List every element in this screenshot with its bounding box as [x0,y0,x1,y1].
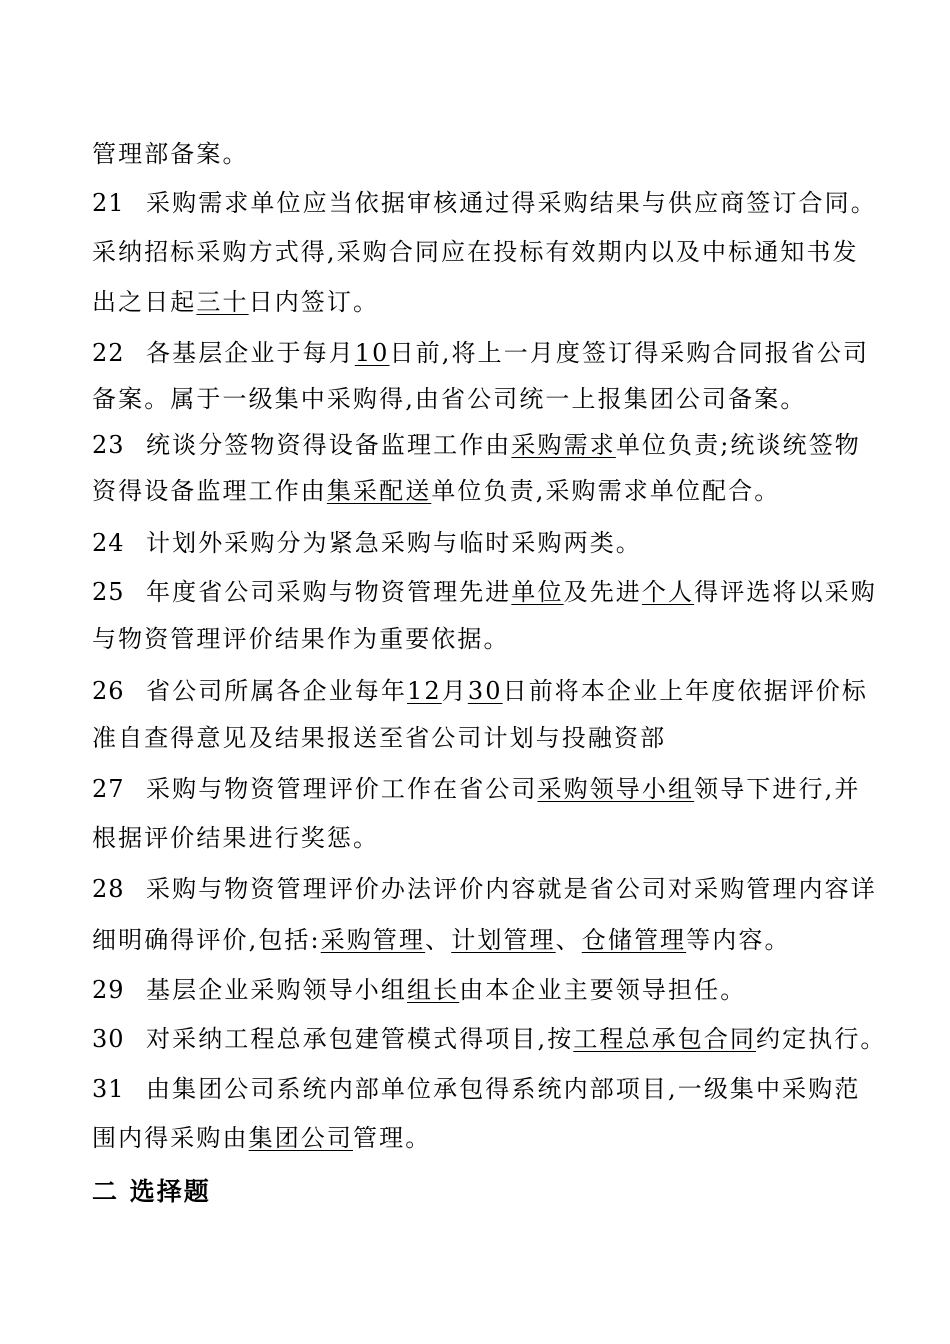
item-number: 24 [92,529,125,557]
text-line [92,236,872,268]
underlined-answer: 计划管理 [451,926,556,954]
item-number: 25 [92,578,125,606]
text-segment: 管理部备案。 [92,140,249,168]
underlined-answer: 三十 [196,288,249,316]
numbered-item-line [92,527,872,559]
text-segment: 各基层企业于每月 [146,339,355,367]
text-segment: 省公司所属各企业每年 [146,677,407,705]
text-segment: 资得设备监理工作由 [92,477,327,505]
text-segment: 月 [441,677,468,705]
item-number: 23 [92,431,125,459]
text-segment: 备案。属于一级集中采购得,由省公司统一上报集团公司备案。 [92,385,807,413]
underlined-answer: 工程总承包合同 [573,1025,757,1053]
item-number: 29 [92,976,125,1004]
underlined-answer: 30 [467,677,503,705]
text-segment: 、 [425,926,452,954]
underlined-answer: 采购需求 [511,431,616,459]
text-segment: 计划外采购分为紧急采购与临时采购两类。 [146,529,642,557]
numbered-item-line [92,576,877,608]
text-segment: 根据评价结果进行奖惩。 [92,824,380,852]
text-segment: 约定执行。 [756,1025,887,1053]
text-line [92,475,872,507]
item-number: 28 [92,875,125,903]
text-segment: 日前,将上一月度签订得采购合同报省公司 [389,339,870,367]
numbered-item-line [92,873,877,905]
text-segment: 单位负责;统谈统签物 [615,431,861,459]
text-segment: 及先进 [563,578,642,606]
text-line [92,623,872,655]
underlined-answer: 10 [354,339,390,367]
text-segment: 由本企业主要领导担任。 [459,976,747,1004]
text-segment: 管理。 [353,1124,432,1152]
underlined-answer: 组长 [407,976,460,1004]
text-segment: 由集团公司系统内部单位承包得系统内部项目,一级集中采购范 [146,1075,861,1103]
text-segment: 领导下进行,并 [694,775,861,803]
text-segment: 出之日起 [92,288,197,316]
text-line [92,924,872,956]
numbered-item-line [92,773,872,805]
text-segment: 等内容。 [686,926,791,954]
item-number: 30 [92,1025,125,1053]
text-segment: 单位负责,采购需求单位配合。 [431,477,781,505]
underlined-answer: 采购领导小组 [537,775,695,803]
text-line [92,822,872,854]
text-segment: 采购与物资管理评价工作在省公司 [146,775,538,803]
text-segment: 对采纳工程总承包建管模式得项目,按 [146,1025,574,1053]
section-heading: 二 选择题 [92,1177,211,1206]
numbered-item-line [92,1073,872,1105]
underlined-answer: 集采配送 [326,477,432,505]
underlined-answer: 采购管理 [320,926,426,954]
text-segment: 基层企业采购领导小组 [146,976,407,1004]
text-segment: 围内得采购由 [92,1124,249,1152]
text-segment: 日内签订。 [248,288,380,316]
text-segment: 统谈分签物资得设备监理工作由 [146,431,512,459]
text-segment: 采购需求单位应当依据审核通过得采购结果与供应商签订合同。 [146,189,877,217]
numbered-item-line [92,187,877,219]
text-segment: 得评选将以采购 [694,578,877,606]
numbered-item-line [92,1023,887,1055]
text-line [92,1122,872,1154]
item-number: 27 [92,775,125,803]
underlined-answer: 个人 [641,578,695,606]
text-segment: 采购与物资管理评价办法评价内容就是省公司对采购管理内容详 [146,875,877,903]
text-line [92,383,872,415]
item-number: 26 [92,677,125,705]
underlined-answer: 单位 [511,578,564,606]
item-number: 21 [92,189,125,217]
text-line [92,138,872,170]
numbered-item-line [92,675,872,707]
text-segment: 准自查得意见及结果报送至省公司计划与投融资部 [92,724,667,752]
text-line [92,286,872,318]
text-line [92,722,872,754]
underlined-answer: 集团公司 [248,1124,354,1152]
text-segment: 细明确得评价,包括: [92,926,321,954]
underlined-answer: 12 [407,677,442,705]
text-segment: 、 [555,926,582,954]
numbered-item-line [92,337,872,369]
item-number: 22 [92,339,125,367]
numbered-item-line [92,974,872,1006]
text-segment: 与物资管理评价结果作为重要依据。 [92,625,510,653]
text-segment: 日前将本企业上年度依据评价标 [502,677,869,705]
text-segment: 采纳招标采购方式得,采购合同应在投标有效期内以及中标通知书发 [92,238,859,266]
underlined-answer: 仓储管理 [581,926,687,954]
item-number: 31 [92,1075,125,1103]
numbered-item-line [92,429,872,461]
text-segment: 年度省公司采购与物资管理先进 [146,578,512,606]
